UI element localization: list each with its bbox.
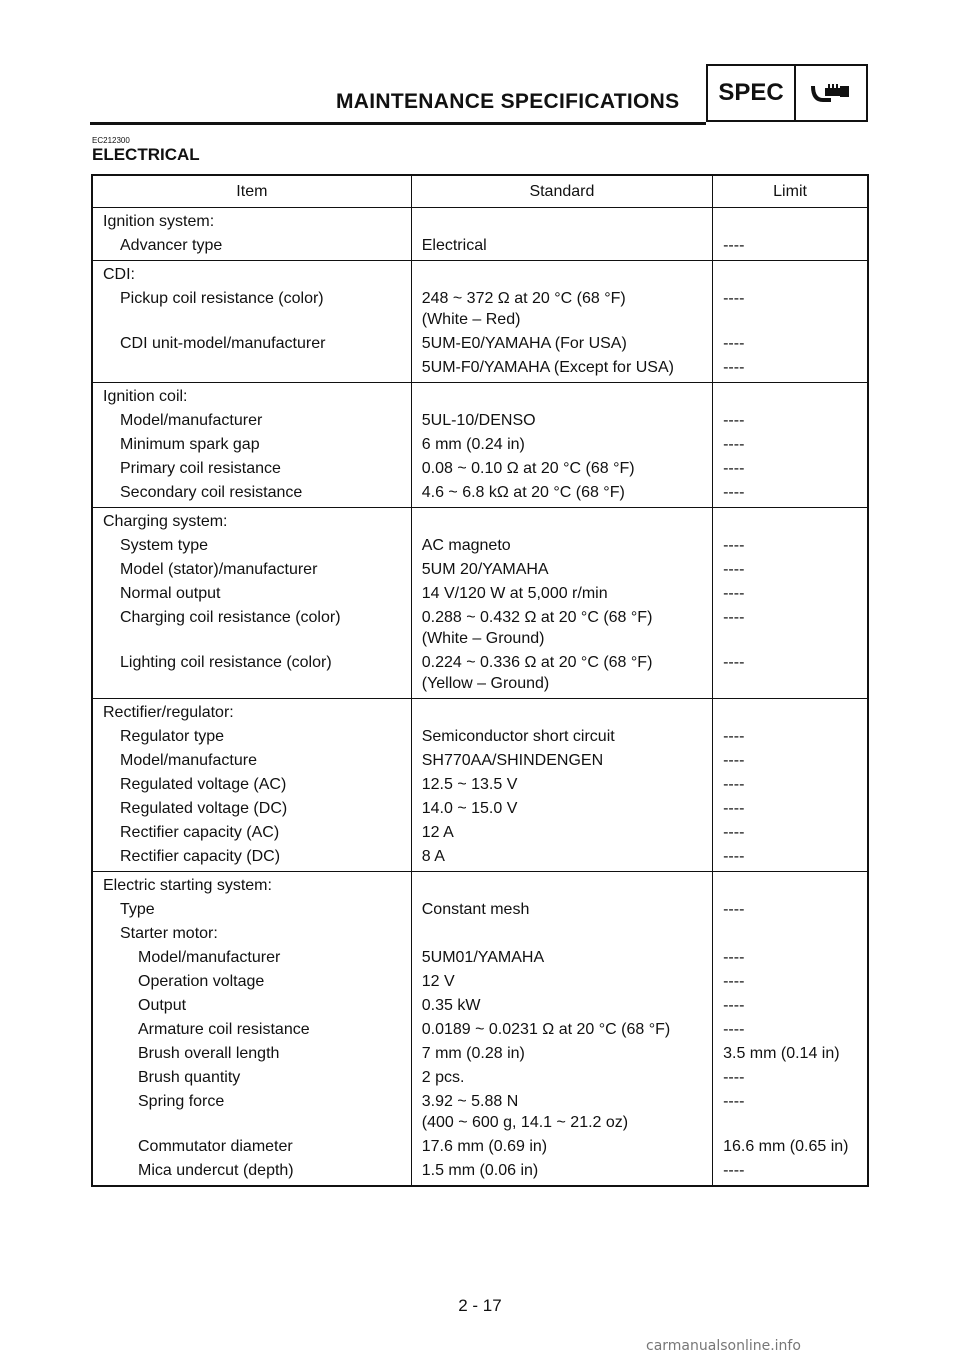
item-cell xyxy=(92,699,411,724)
table-row xyxy=(92,649,868,699)
item-cell xyxy=(92,1157,411,1186)
item-label: Commutator diameter xyxy=(138,1138,293,1155)
item-label: Rectifier capacity (DC) xyxy=(120,848,281,865)
item-cell xyxy=(92,1088,411,1133)
standard-cell xyxy=(411,1016,712,1040)
limit-cell: ---- xyxy=(723,585,745,602)
item-label: Brush overall length xyxy=(138,1045,280,1062)
item-cell xyxy=(92,407,411,431)
item-label: Lighting coil resistance (color) xyxy=(120,654,332,671)
page-number: 2 - 17 xyxy=(458,1296,502,1315)
standard-cell xyxy=(411,843,712,872)
standard-value: 0.08 ~ 0.10 Ω at 20 °C (68 °F) xyxy=(421,460,635,477)
item-label: Normal output xyxy=(120,585,221,602)
limit-cell: ---- xyxy=(723,561,745,578)
standard-cell xyxy=(411,431,712,455)
standard-value: 7 mm (0.28 in) xyxy=(421,1045,525,1062)
limit-cell: ---- xyxy=(723,1069,745,1086)
standard-value: 12 A xyxy=(421,824,454,841)
limit-cell: ---- xyxy=(713,354,868,383)
limit-cell: ---- xyxy=(713,843,868,872)
section-title: ELECTRICAL xyxy=(92,145,200,164)
limit-cell: ---- xyxy=(723,290,745,307)
limit-cell xyxy=(713,208,868,233)
standard-cell xyxy=(411,872,712,897)
header-rule xyxy=(90,122,706,125)
standard-value: 2 pcs. xyxy=(421,1069,465,1086)
limit-cell: ---- xyxy=(723,776,745,793)
table-row xyxy=(92,944,868,968)
item-cell xyxy=(92,992,411,1016)
item-label: Operation voltage xyxy=(138,973,265,990)
item-cell xyxy=(92,1064,411,1088)
standard-value: 5UM-E0/YAMAHA (For USA) xyxy=(421,335,627,352)
limit-cell: ---- xyxy=(723,800,745,817)
item-label: Electric starting system: xyxy=(103,877,272,894)
item-label: Armature coil resistance xyxy=(138,1021,310,1038)
item-label: Ignition coil: xyxy=(103,388,188,405)
limit-cell: 16.6 mm (0.65 in) xyxy=(723,1138,849,1155)
standard-cell xyxy=(411,330,712,354)
item-cell xyxy=(92,843,411,872)
standard-value: SH770AA/SHINDENGEN xyxy=(421,752,604,769)
item-label: Model/manufacturer xyxy=(120,412,263,429)
standard-cell xyxy=(411,747,712,771)
limit-cell: ---- xyxy=(723,997,745,1014)
table-row xyxy=(92,920,868,944)
item-cell xyxy=(92,508,411,533)
table-row xyxy=(92,992,868,1016)
table-row xyxy=(92,407,868,431)
table-row xyxy=(92,556,868,580)
limit-cell xyxy=(713,920,868,944)
item-label: Starter motor: xyxy=(120,925,218,942)
item-cell xyxy=(92,232,411,261)
limit-cell: ---- xyxy=(723,609,745,626)
standard-cell xyxy=(411,208,712,233)
spec-badge xyxy=(706,64,868,122)
standard-value-note: (White – Red) xyxy=(421,311,521,328)
standard-value: 14 V/120 W at 5,000 r/min xyxy=(421,585,608,602)
limit-cell: 3.5 mm (0.14 in) xyxy=(723,1045,840,1062)
item-cell xyxy=(92,1133,411,1157)
standard-cell xyxy=(411,1040,712,1064)
limit-cell: ---- xyxy=(723,973,745,990)
table-header-row xyxy=(92,175,868,208)
item-cell xyxy=(92,795,411,819)
standard-value: 0.35 kW xyxy=(421,997,481,1014)
standard-cell xyxy=(411,455,712,479)
item-cell xyxy=(92,208,411,233)
table-row xyxy=(92,747,868,771)
standard-value: 3.92 ~ 5.88 N xyxy=(421,1093,519,1110)
table-row xyxy=(92,1088,868,1133)
standard-value: 17.6 mm (0.69 in) xyxy=(421,1138,548,1155)
item-cell xyxy=(92,819,411,843)
limit-cell: ---- xyxy=(723,412,745,429)
standard-value: 12 V xyxy=(421,973,455,990)
limit-cell: ---- xyxy=(713,479,868,508)
item-label: Regulator type xyxy=(120,728,225,745)
limit-cell xyxy=(713,508,868,533)
limit-cell: ---- xyxy=(723,824,745,841)
standard-value: 5UM-F0/YAMAHA (Except for USA) xyxy=(421,359,674,376)
table-row xyxy=(92,1157,868,1186)
standard-cell xyxy=(411,649,712,699)
item-label: Charging system: xyxy=(103,513,228,530)
standard-cell xyxy=(411,896,712,920)
limit-cell: ---- xyxy=(723,460,745,477)
standard-value: 5UM01/YAMAHA xyxy=(421,949,545,966)
standard-cell xyxy=(411,944,712,968)
spec-badge-label: SPEC xyxy=(708,66,796,120)
limit-cell: ---- xyxy=(723,728,745,745)
item-label: Secondary coil resistance xyxy=(120,484,303,501)
item-cell xyxy=(92,649,411,699)
item-cell xyxy=(92,944,411,968)
standard-cell xyxy=(411,795,712,819)
item-label: Type xyxy=(120,901,155,918)
standard-value-note: (400 ~ 600 g, 14.1 ~ 21.2 oz) xyxy=(421,1114,629,1131)
item-label: System type xyxy=(120,537,209,554)
column-header-limit: Limit xyxy=(713,175,868,208)
item-label: CDI: xyxy=(103,266,135,283)
table-row xyxy=(92,285,868,330)
standard-value: 1.5 mm (0.06 in) xyxy=(421,1162,539,1179)
standard-cell xyxy=(411,407,712,431)
item-label: Regulated voltage (AC) xyxy=(120,776,287,793)
item-cell xyxy=(92,330,411,354)
table-row xyxy=(92,896,868,920)
standard-cell xyxy=(411,261,712,286)
table-row xyxy=(92,580,868,604)
table-row xyxy=(92,532,868,556)
item-cell xyxy=(92,872,411,897)
table-row xyxy=(92,1040,868,1064)
item-label: Model (stator)/manufacturer xyxy=(120,561,318,578)
table-row xyxy=(92,968,868,992)
page-header-title: MAINTENANCE SPECIFICATIONS xyxy=(336,90,680,113)
standard-value: Semiconductor short circuit xyxy=(421,728,615,745)
table-row xyxy=(92,354,868,383)
item-cell xyxy=(92,479,411,508)
standard-cell xyxy=(411,580,712,604)
item-label: Output xyxy=(138,997,187,1014)
standard-cell xyxy=(411,819,712,843)
standard-cell xyxy=(411,771,712,795)
item-label: Spring force xyxy=(138,1093,225,1110)
standard-cell xyxy=(411,968,712,992)
table-row xyxy=(92,508,868,533)
standard-value: AC magneto xyxy=(421,537,511,554)
table-row xyxy=(92,455,868,479)
limit-cell: ---- xyxy=(723,1162,745,1179)
limit-cell xyxy=(713,261,868,286)
table-row xyxy=(92,872,868,897)
standard-value: 8 A xyxy=(421,848,445,865)
limit-cell: ---- xyxy=(723,1093,745,1110)
standard-value: 0.288 ~ 0.432 Ω at 20 °C (68 °F) xyxy=(421,609,653,626)
item-cell xyxy=(92,354,411,383)
standard-cell xyxy=(411,1064,712,1088)
limit-cell: ---- xyxy=(723,436,745,453)
item-cell xyxy=(92,1040,411,1064)
item-cell xyxy=(92,556,411,580)
item-label: Model/manufacturer xyxy=(138,949,281,966)
standard-cell xyxy=(411,508,712,533)
standard-value: 12.5 ~ 13.5 V xyxy=(421,776,518,793)
table-row xyxy=(92,1133,868,1157)
table-row xyxy=(92,771,868,795)
item-label: Model/manufacture xyxy=(120,752,257,769)
table-row xyxy=(92,330,868,354)
table-row xyxy=(92,479,868,508)
item-cell xyxy=(92,896,411,920)
item-label: Rectifier capacity (AC) xyxy=(120,824,280,841)
electrical-spec-table xyxy=(91,174,869,1187)
item-label: Ignition system: xyxy=(103,213,215,230)
item-cell xyxy=(92,747,411,771)
item-cell xyxy=(92,285,411,330)
item-label: Primary coil resistance xyxy=(120,460,281,477)
limit-cell: ---- xyxy=(723,752,745,769)
item-cell xyxy=(92,604,411,649)
item-label: Minimum spark gap xyxy=(120,436,260,453)
table-row xyxy=(92,261,868,286)
table-row xyxy=(92,431,868,455)
standard-cell xyxy=(411,354,712,383)
standard-value: 6 mm (0.24 in) xyxy=(421,436,525,453)
item-label: Brush quantity xyxy=(138,1069,241,1086)
standard-cell xyxy=(411,532,712,556)
standard-value: Constant mesh xyxy=(421,901,530,918)
section-code: EC212300 xyxy=(92,136,130,145)
table-row xyxy=(92,723,868,747)
standard-cell xyxy=(411,1088,712,1133)
standard-value: 14.0 ~ 15.0 V xyxy=(421,800,518,817)
item-cell xyxy=(92,455,411,479)
standard-value: 5UL-10/DENSO xyxy=(421,412,536,429)
table-row xyxy=(92,383,868,408)
item-cell xyxy=(92,532,411,556)
standard-cell xyxy=(411,479,712,508)
table-row xyxy=(92,699,868,724)
standard-cell xyxy=(411,920,712,944)
limit-cell: ---- xyxy=(713,649,868,699)
table-row xyxy=(92,1016,868,1040)
item-cell xyxy=(92,580,411,604)
table-row xyxy=(92,795,868,819)
table-row xyxy=(92,819,868,843)
table-row xyxy=(92,604,868,649)
standard-value: 5UM 20/YAMAHA xyxy=(421,561,549,578)
table-row xyxy=(92,843,868,872)
standard-value: 248 ~ 372 Ω at 20 °C (68 °F) xyxy=(421,290,626,307)
standard-cell xyxy=(411,992,712,1016)
standard-cell xyxy=(411,556,712,580)
standard-cell xyxy=(411,723,712,747)
item-label: Rectifier/regulator: xyxy=(103,704,234,721)
standard-cell xyxy=(411,232,712,261)
limit-cell xyxy=(713,699,868,724)
standard-cell xyxy=(411,604,712,649)
item-label: Regulated voltage (DC) xyxy=(120,800,288,817)
standard-cell xyxy=(411,1157,712,1186)
item-cell xyxy=(92,431,411,455)
table-row xyxy=(92,1064,868,1088)
item-cell xyxy=(92,771,411,795)
standard-value-note: (Yellow – Ground) xyxy=(421,675,550,692)
watermark: carmanualsonline.info xyxy=(646,1338,801,1354)
micrometer-icon xyxy=(796,66,866,120)
standard-cell xyxy=(411,1133,712,1157)
standard-value: Electrical xyxy=(421,237,487,254)
column-header-standard: Standard xyxy=(411,175,712,208)
limit-cell xyxy=(713,872,868,897)
limit-cell: ---- xyxy=(723,901,745,918)
table-row xyxy=(92,208,868,233)
item-cell xyxy=(92,968,411,992)
limit-cell: ---- xyxy=(723,537,745,554)
limit-cell: ---- xyxy=(713,232,868,261)
item-cell xyxy=(92,383,411,408)
standard-value-note: (White – Ground) xyxy=(421,630,545,647)
item-cell xyxy=(92,723,411,747)
item-label: Charging coil resistance (color) xyxy=(120,609,341,626)
item-label: Advancer type xyxy=(120,237,223,254)
item-cell xyxy=(92,261,411,286)
standard-cell xyxy=(411,383,712,408)
limit-cell: ---- xyxy=(723,949,745,966)
item-label: Pickup coil resistance (color) xyxy=(120,290,324,307)
column-header-item: Item xyxy=(92,175,411,208)
table-row xyxy=(92,232,868,261)
standard-value: 4.6 ~ 6.8 kΩ at 20 °C (68 °F) xyxy=(421,484,625,501)
standard-cell xyxy=(411,699,712,724)
standard-value: 0.224 ~ 0.336 Ω at 20 °C (68 °F) xyxy=(421,654,653,671)
limit-cell: ---- xyxy=(723,1021,745,1038)
limit-cell: ---- xyxy=(723,335,745,352)
item-cell xyxy=(92,920,411,944)
standard-cell xyxy=(411,285,712,330)
standard-value: 0.0189 ~ 0.0231 Ω at 20 °C (68 °F) xyxy=(421,1021,671,1038)
limit-cell xyxy=(713,383,868,408)
item-label: CDI unit-model/manufacturer xyxy=(120,335,326,352)
item-cell xyxy=(92,1016,411,1040)
item-label: Mica undercut (depth) xyxy=(138,1162,294,1179)
